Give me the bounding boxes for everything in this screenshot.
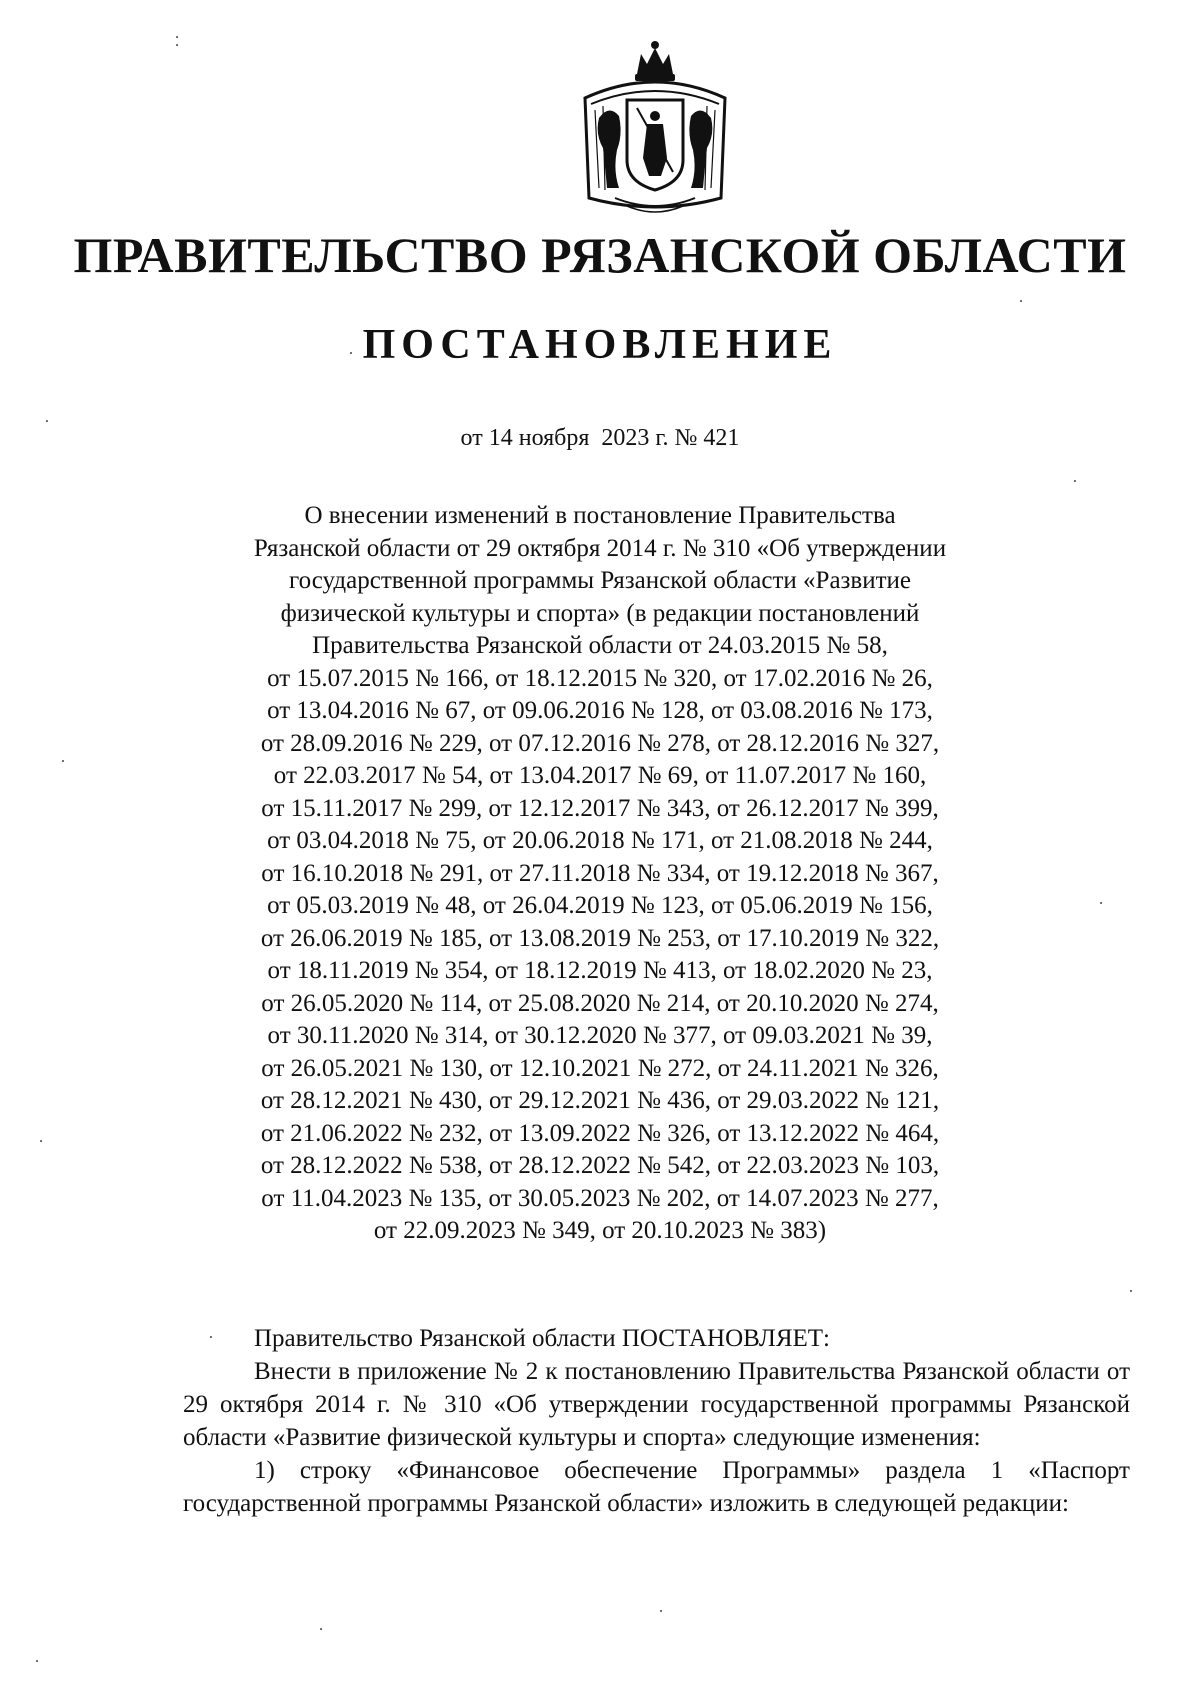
subject-line: от 26.06.2019 № 185, от 13.08.2019 № 253, от 17.10.2019 № 322, (260, 924, 940, 952)
government-title: ПРАВИТЕЛЬСТВО РЯЗАНСКОЙ ОБЛАСТИ (73, 227, 1127, 283)
subject-line: от 13.04.2016 № 67, от 09.06.2016 № 128, от 03.08.2016 № 173, (267, 697, 933, 724)
subject-line: Рязанской области от 29 октября 2014 г. № 310 «Об утверждении (253, 534, 947, 562)
decree-paragraph: Правительство Рязанской области ПОСТАНОВЛЯЕТ: (254, 1325, 830, 1352)
subject-line: от 28.12.2022 № 538, от 28.12.2022 № 542, от 22.03.2023 № 103, (260, 1152, 940, 1179)
subject-line: от 30.11.2020 № 314, от 30.12.2020 № 377, от 09.03.2021 № 39, (267, 1022, 933, 1049)
subject-line: от 11.04.2023 № 135, от 30.05.2023 № 202, от 14.07.2023 № 277, (261, 1184, 939, 1212)
subject-line: от 21.06.2022 № 232, от 13.09.2022 № 326, от 13.12.2022 № 464, (260, 1119, 940, 1147)
subject-line: от 22.09.2023 № 349, от 20.10.2023 № 383) (373, 1217, 827, 1244)
subject-line: О внесении изменений в постановление Правительства (304, 502, 896, 529)
subject-line: от 15.11.2017 № 299, от 12.12.2017 № 343, от 26.12.2017 № 399, (261, 794, 939, 822)
subject-line: от 28.09.2016 № 229, от 07.12.2016 № 278, от 28.12.2016 № 327, (260, 729, 940, 757)
subject-line: от 26.05.2021 № 130, от 12.10.2021 № 272, от 24.11.2021 № 326, (261, 1054, 939, 1082)
coat-of-arms-icon (575, 38, 735, 220)
subject-line: от 16.10.2018 № 291, от 27.11.2018 № 334, от 19.12.2018 № 367, (261, 859, 939, 887)
document-type: ПОСТАНОВЛЕНИЕ (362, 322, 838, 368)
document-date-number: от 14 ноября 2023 г. № 421 (460, 425, 740, 451)
subject-line: от 15.07.2015 № 166, от 18.12.2015 № 320, от 17.02.2016 № 26, (267, 664, 933, 692)
subject-line: Правительства Рязанской области от 24.03.2015 № 58, (312, 632, 888, 659)
document-body (183, 1322, 1130, 1520)
subject-line: от 18.11.2019 № 354, от 18.12.2019 № 413, от 18.02.2020 № 23, (267, 957, 933, 984)
intro-paragraph: Внести в приложение № 2 к постановлению Правительства Рязанской области от 29 октября 2014 г. № 310 «Об утверждении государственной программы Рязанской области «Развитие физической культуры и спорта» следующие изменения: (183, 1358, 1130, 1451)
subject-line: от 26.05.2020 № 114, от 25.08.2020 № 214, от 20.10.2020 № 274, (261, 989, 939, 1017)
subject-line: от 05.03.2019 № 48, от 26.04.2019 № 123, от 05.06.2019 № 156, (267, 892, 933, 919)
subject-line: от 03.04.2018 № 75, от 20.06.2018 № 171, от 21.08.2018 № 244, (267, 827, 933, 854)
subject-line: физической культуры и спорта» (в редакции постановлений (280, 599, 920, 627)
document-subject (190, 500, 1010, 1248)
item-1-paragraph: 1) строку «Финансовое обеспечение Программы» раздела 1 «Паспорт государственной программы Рязанской области» изложить в следующей редакции: (183, 1457, 1130, 1517)
subject-line: государственной программы Рязанской области «Развитие (288, 567, 912, 594)
subject-line: от 22.03.2017 № 54, от 13.04.2017 № 69, от 11.07.2017 № 160, (273, 762, 927, 789)
subject-line: от 28.12.2021 № 430, от 29.12.2021 № 436, от 29.03.2022 № 121, (260, 1087, 940, 1114)
